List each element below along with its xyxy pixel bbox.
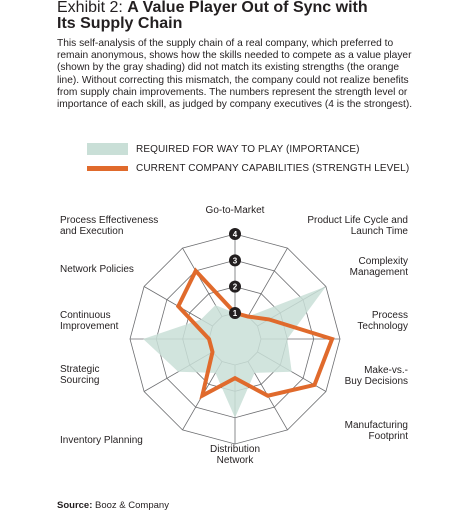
title-line2: Its Supply Chain: [57, 15, 183, 32]
scale-label-1: 1: [232, 309, 238, 318]
axis-label-6: Distribution Network: [209, 444, 261, 466]
required-area: [143, 287, 326, 418]
source-note: [57, 500, 169, 511]
scale-label-2: 2: [232, 282, 238, 292]
axis-label-4: Make-vs.-Buy Decisions: [344, 365, 408, 387]
axis-label-7: Inventory Planning: [60, 435, 143, 446]
source-text: Booz & Company: [92, 500, 169, 511]
exhibit-prefix: Exhibit 2:: [57, 0, 128, 16]
legend-required-label: REQUIRED FOR WAY TO PLAY (IMPORTANCE): [136, 143, 360, 155]
axis-label-0: Go-to-Market: [205, 205, 265, 216]
axis-label-3: Process Technology: [357, 310, 408, 332]
axis-label-8: Strategic Sourcing: [60, 364, 100, 386]
scale-label-4: 4: [232, 230, 238, 239]
axis-label-11: Process Effectiveness and Execution: [60, 215, 159, 237]
source-label: Source:: [57, 500, 93, 511]
legend-current-label: CURRENT COMPANY CAPABILITIES (STRENGTH LEVEL): [136, 163, 410, 174]
title-line1: A Value Player Out of Sync with: [127, 0, 368, 16]
axis-label-5: Manufacturing Footprint: [344, 420, 408, 442]
scale-label-3: 3: [232, 256, 238, 266]
description: This self-analysis of the supply chain of a real company, which preferred to remain anonymous, shows how the skills needed to compete as a value player (shown by the gray shading) did not match its existing strengths (the orange line). Without correcting this mismatch, the company could not realize benefits from supply chain improvements. The numbers represent the strength level or importance of each skill, as judged by company executives (4 is the strongest).: [57, 38, 413, 111]
axis-label-2: Complexity Management: [349, 256, 408, 278]
axis-label-9: Continuous Improvement: [60, 310, 119, 332]
axis-label-1: Product Life Cycle and Launch Time: [307, 215, 408, 237]
axis-label-10: Network Policies: [60, 264, 134, 275]
